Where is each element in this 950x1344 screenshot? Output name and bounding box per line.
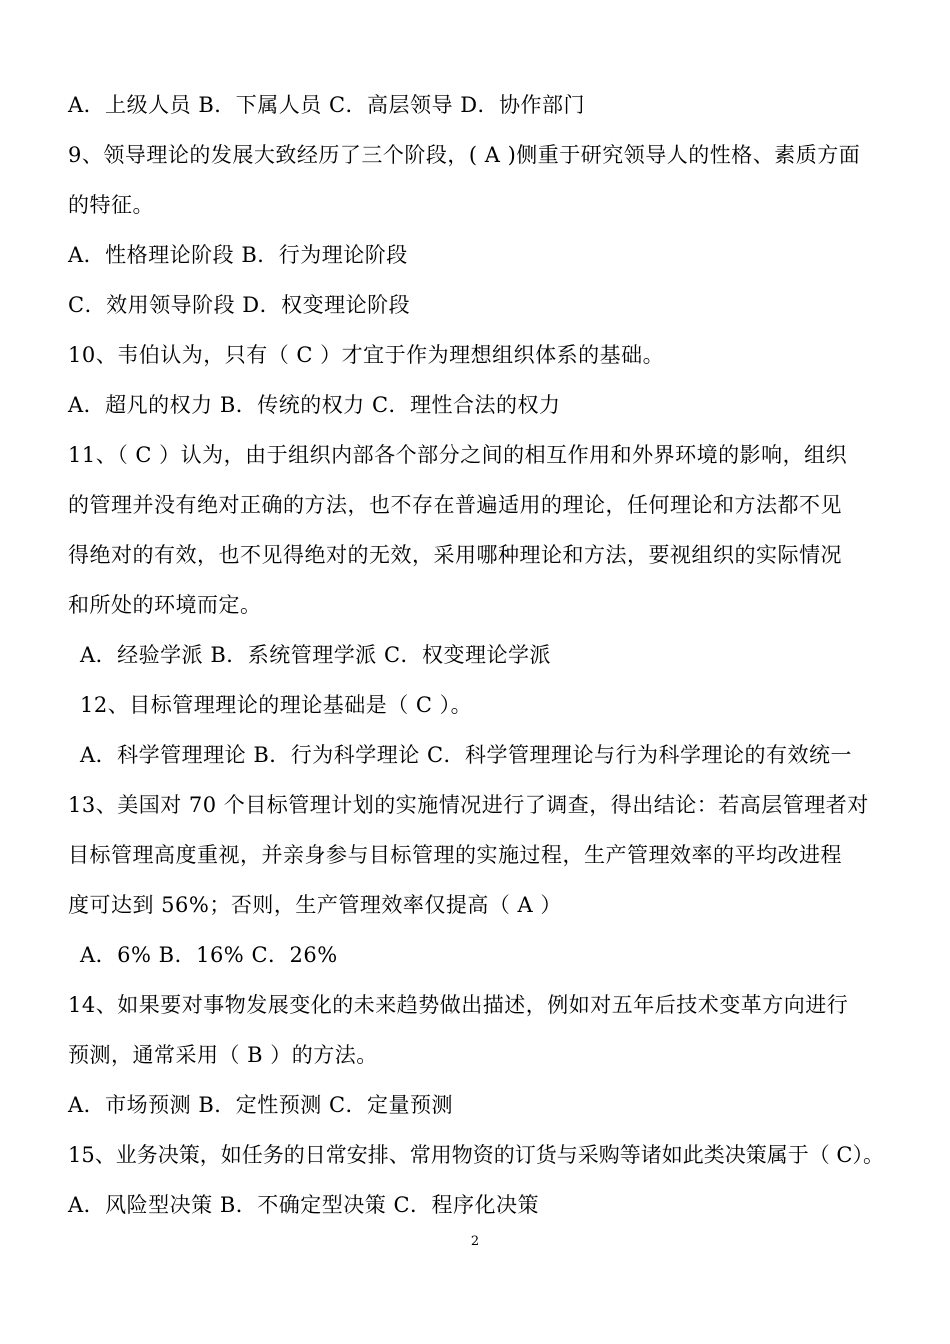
q9-stem-line-2: 的特征。 (68, 193, 154, 217)
q11-stem-line-3: 得绝对的有效，也不见得绝对的无效，采用哪种理论和方法，要视组织的实际情况 (68, 543, 842, 567)
page-number: 2 (470, 1234, 480, 1249)
q13-options: A．6% B．16% C．26% (80, 943, 338, 967)
q11-stem-line-1: 11、（ C ）认为，由于组织内部各个部分之间的相互作用和外界环境的影响，组织 (68, 443, 848, 467)
q14-stem-line-2: 预测，通常采用（ B ）的方法。 (68, 1043, 378, 1067)
q11-stem-line-4: 和所处的环境而定。 (68, 593, 262, 617)
q13-stem-line-3: 度可达到 56%；否则，生产管理效率仅提高（ A ） (68, 893, 562, 917)
q11-options: A．经验学派 B．系统管理学派 C．权变理论学派 (80, 643, 552, 667)
q15-stem: 15、业务决策，如任务的日常安排、常用物资的订货与采购等诸如此类决策属于（ C）。 (68, 1143, 884, 1167)
q9-options-line-1: A．性格理论阶段 B．行为理论阶段 (68, 243, 408, 267)
q14-options: A．市场预测 B．定性预测 C．定量预测 (68, 1093, 454, 1117)
q10-stem: 10、韦伯认为，只有（ C ）才宜于作为理想组织体系的基础。 (68, 343, 665, 367)
q11-stem-line-2: 的管理并没有绝对正确的方法，也不存在普遍适用的理论，任何理论和方法都不见 (68, 493, 842, 517)
q13-stem-line-1: 13、美国对 70 个目标管理计划的实施情况进行了调查，得出结论：若高层管理者对 (68, 793, 869, 817)
q14-stem-line-1: 14、如果要对事物发展变化的未来趋势做出描述，例如对五年后技术变革方向进行 (68, 993, 849, 1017)
q12-stem: 12、目标管理理论的理论基础是（ C ）。 (80, 693, 473, 717)
q9-stem-line-1: 9、领导理论的发展大致经历了三个阶段，( A )侧重于研究领导人的性格、素质方面 (68, 143, 861, 167)
q8-options: A．上级人员 B．下属人员 C．高层领导 D．协作部门 (68, 93, 586, 117)
q12-options: A．科学管理理论 B．行为科学理论 C．科学管理理论与行为科学理论的有效统一 (80, 743, 853, 767)
q13-stem-line-2: 目标管理高度重视，并亲身参与目标管理的实施过程，生产管理效率的平均改进程 (68, 843, 842, 867)
q10-options: A．超凡的权力 B．传统的权力 C．理性合法的权力 (68, 393, 561, 417)
q15-options: A．风险型决策 B．不确定型决策 C．程序化决策 (68, 1193, 540, 1217)
q9-options-line-2: C．效用领导阶段 D．权变理论阶段 (68, 293, 411, 317)
